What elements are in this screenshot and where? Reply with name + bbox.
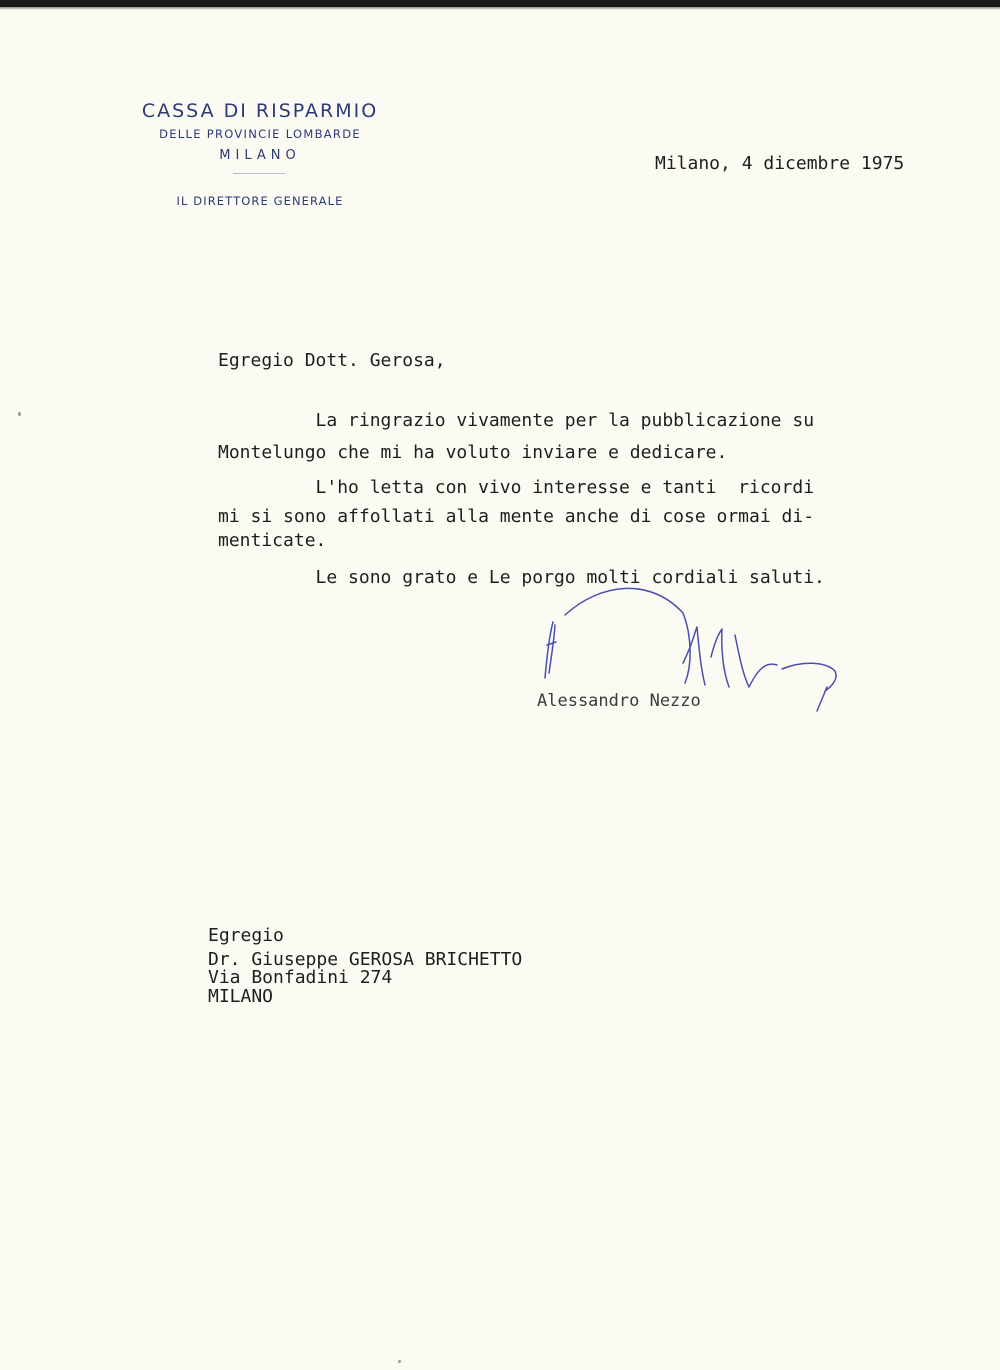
- letterhead-city: MILANO: [219, 148, 301, 163]
- letterhead-divider: [233, 173, 285, 174]
- signatory-name: Alessandro Nezzo: [537, 691, 701, 711]
- letter-salutation: Egregio Dott. Gerosa,: [218, 350, 446, 371]
- body-line: L'ho letta con vivo interesse e tanti ricordi: [218, 477, 815, 498]
- letterhead-provinces: DELLE PROVINCIE LOMBARDE: [159, 127, 361, 141]
- recipient-line: MILANO: [208, 986, 274, 1007]
- recipient-line: Dr. Giuseppe GEROSA BRICHETTO: [208, 949, 523, 970]
- letter-date: Milano, 4 dicembre 1975: [655, 153, 905, 174]
- body-line: La ringrazio vivamente per la pubblicazione su: [218, 410, 815, 431]
- recipient-line: Via Bonfadini 274: [208, 967, 393, 988]
- body-line: mi si sono affollati alla mente anche di cose ormai di-: [218, 506, 815, 527]
- recipient-line: Egregio: [208, 925, 284, 946]
- scan-top-shadow: [0, 7, 1000, 10]
- body-line: Montelungo che mi ha voluto inviare e dedicare.: [218, 442, 728, 463]
- letterhead-role: IL DIRETTORE GENERALE: [176, 194, 344, 208]
- body-line: Le sono grato e Le porgo molti cordiali saluti.: [218, 567, 825, 588]
- paper-speck: [398, 1360, 401, 1363]
- paper-speck: [18, 412, 21, 416]
- body-line: menticate.: [218, 530, 327, 551]
- letterhead-bank-name: CASSA DI RISPARMIO: [141, 100, 379, 122]
- scan-top-edge: [0, 0, 1000, 7]
